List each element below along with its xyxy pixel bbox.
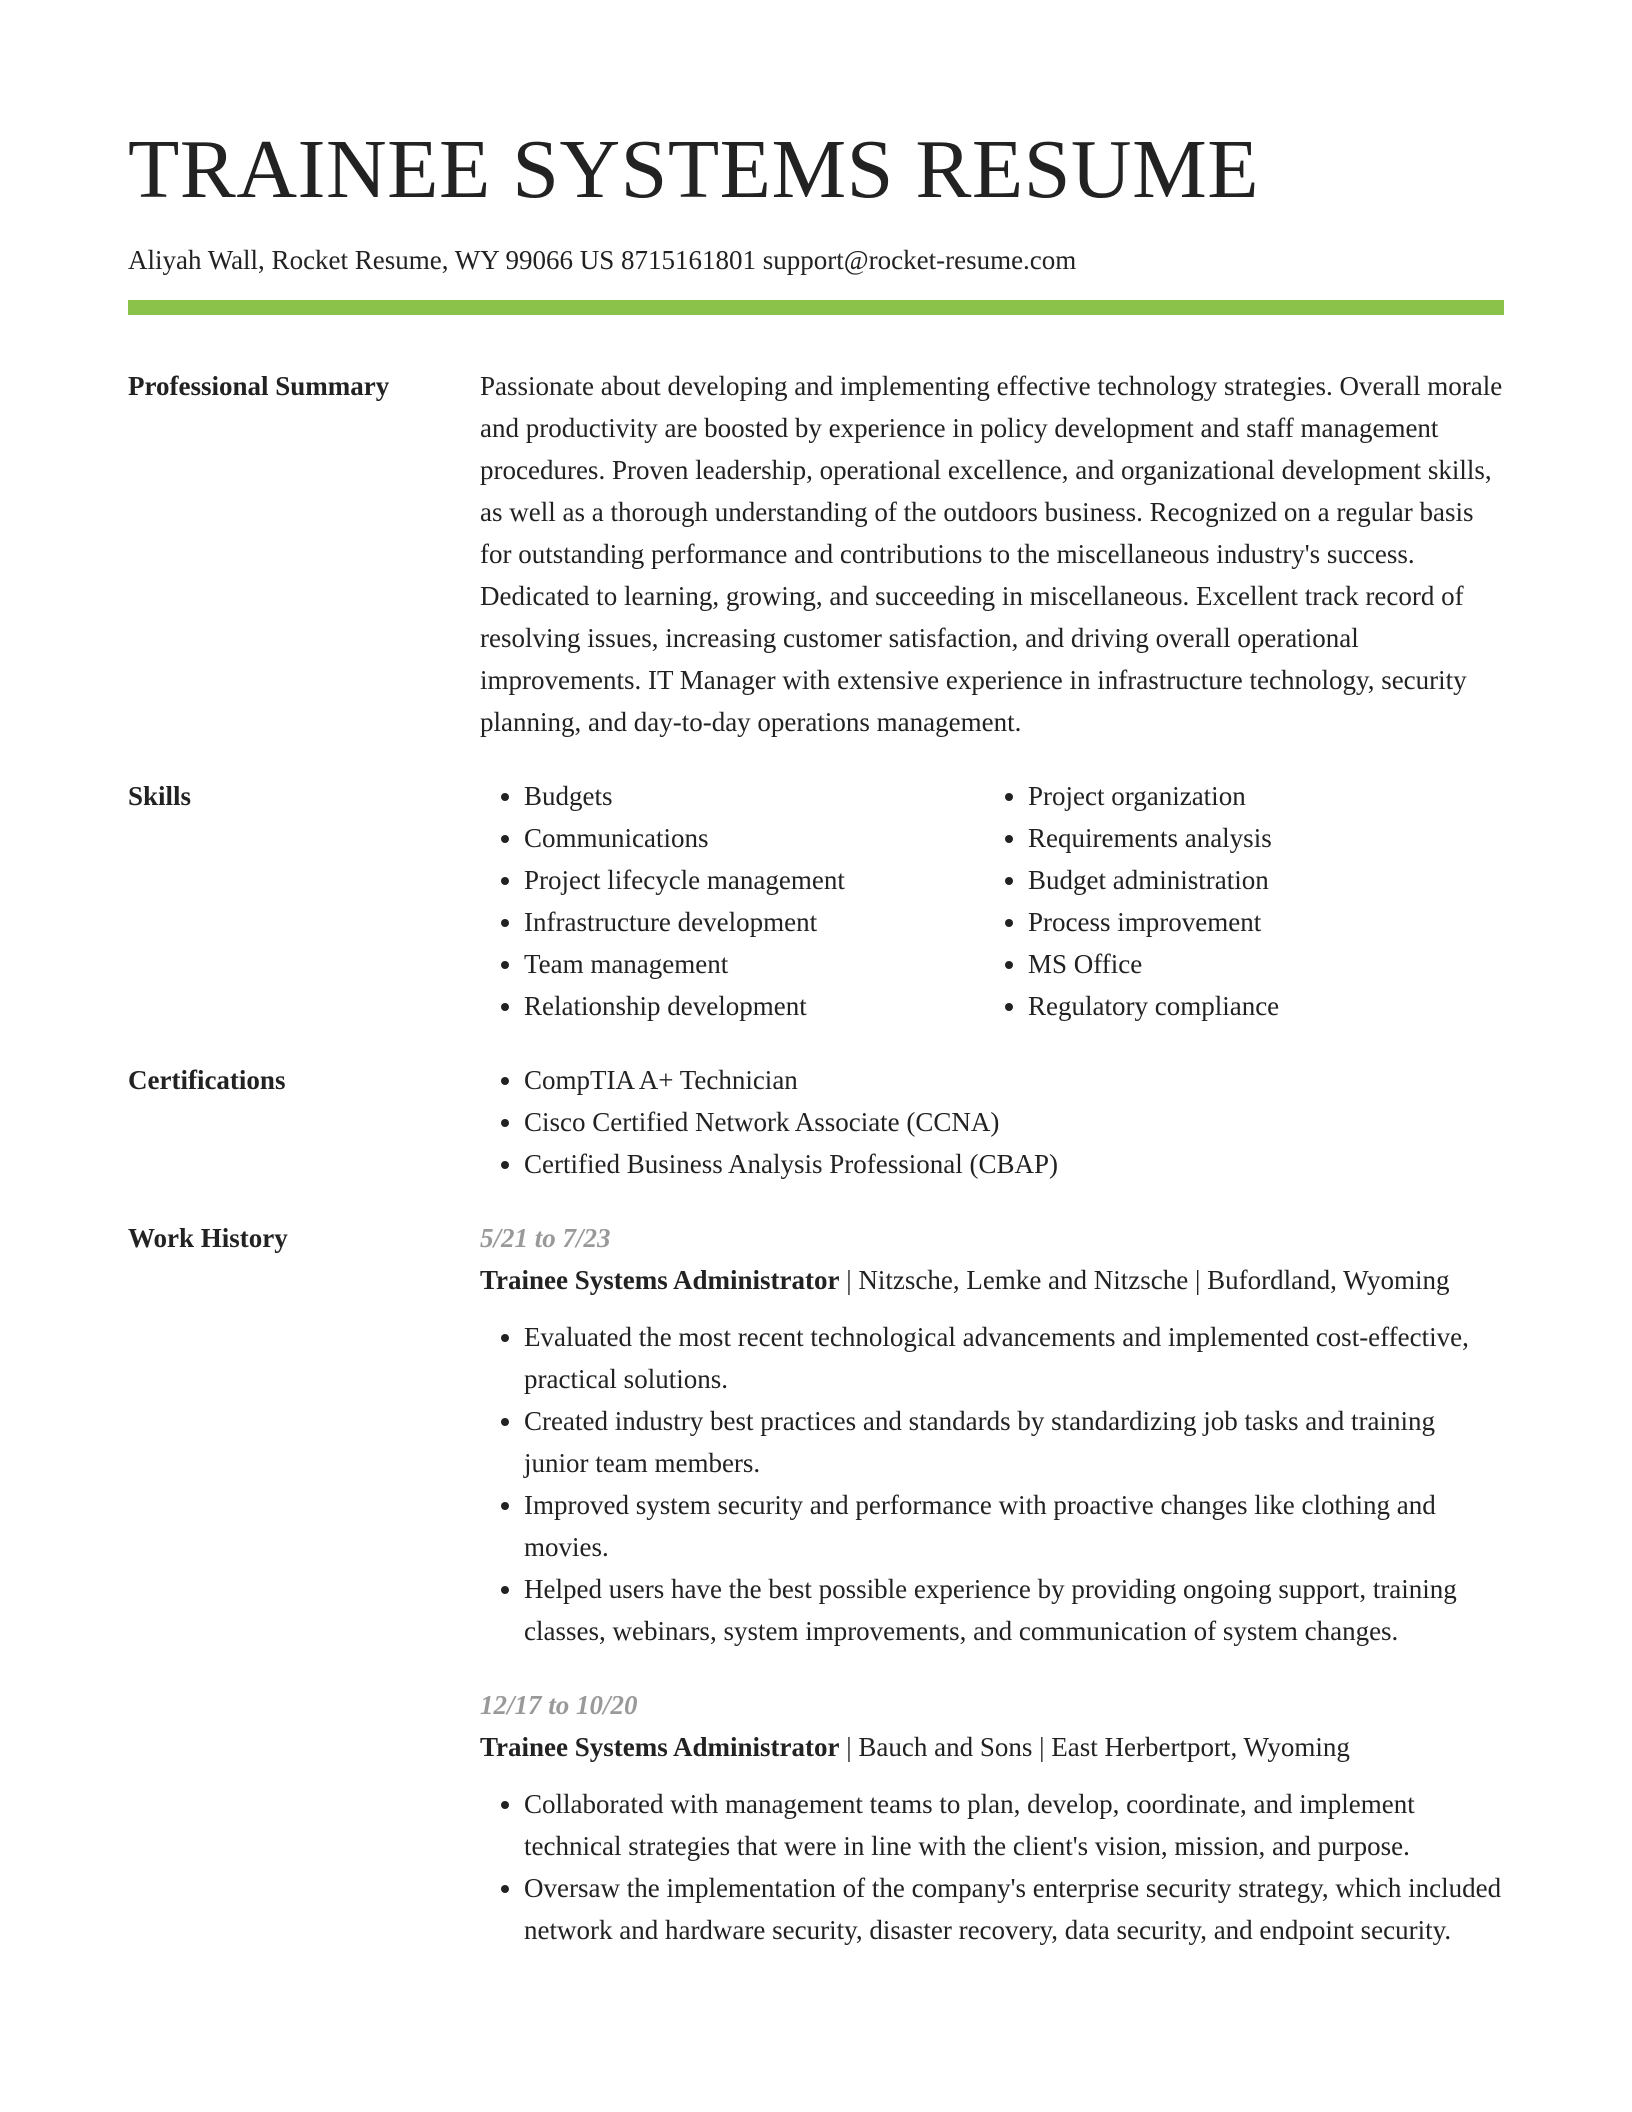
skills-grid <box>480 775 1504 1027</box>
job-bullet: • Created industry best practices and standards by standardizing job tasks and training junior team members. <box>524 1400 1504 1484</box>
certification-item: • CompTIA A+ Technician <box>524 1059 1504 1101</box>
job-bullet: • Improved system security and performance with proactive changes like clothing and movies. <box>524 1484 1504 1568</box>
skill-item: • Budget administration <box>1028 859 1488 901</box>
skills-list-right <box>984 775 1488 1027</box>
job-title: Trainee Systems Administrator <box>480 1732 840 1762</box>
job-dates: 5/21 to 7/23 <box>480 1223 611 1253</box>
job-bullet: • Helped users have the best possible experience by providing ongoing support, training classes, webinars, system improvements, and communication of system changes. <box>524 1568 1504 1652</box>
skill-item: • Project lifecycle management <box>524 859 984 901</box>
job-details: | Nitzsche, Lemke and Nitzsche | Bufordland, Wyoming <box>839 1265 1450 1295</box>
skill-item: • Relationship development <box>524 985 984 1027</box>
section-label-certifications: Certifications <box>128 1065 286 1095</box>
job-bullets <box>480 1783 1504 1951</box>
job-bullet: • Oversaw the implementation of the company's enterprise security strategy, which included network and hardware security, disaster recovery, data security, and endpoint security. <box>524 1867 1504 1951</box>
job-bullet: • Collaborated with management teams to plan, develop, coordinate, and implement technical strategies that were in line with the client's vision, mission, and purpose. <box>524 1783 1504 1867</box>
job-heading <box>480 1259 1504 1301</box>
certification-item: • Certified Business Analysis Professional (CBAP) <box>524 1143 1504 1185</box>
skill-item: • Process improvement <box>1028 901 1488 943</box>
job-dates: 12/17 to 10/20 <box>480 1690 638 1720</box>
job-details: | Bauch and Sons | East Herbertport, Wyoming <box>839 1732 1350 1762</box>
section-label-work-history: Work History <box>128 1223 288 1253</box>
skills-section <box>128 775 1504 1027</box>
certification-item: • Cisco Certified Network Associate (CCNA) <box>524 1101 1504 1143</box>
job-heading <box>480 1726 1504 1768</box>
job-bullets <box>480 1316 1504 1652</box>
certifications-section <box>128 1059 1504 1185</box>
summary-text: Passionate about developing and implementing effective technology strategies. Overall morale and productivity are boosted by experience in policy development and staff management procedures. Proven leadership, operational excellence, and organizational development skills, as well as a thorough understanding of the outdoors business. Recognized on a regular basis for outstanding performance and contributions to the miscellaneous industry's success. Dedicated to learning, growing, and succeeding in miscellaneous. Excellent track record of resolving issues, increasing customer satisfaction, and driving overall operational improvements. IT Manager with extensive experience in infrastructure technology, security planning, and day-to-day operations management. <box>480 371 1503 737</box>
skills-list-left <box>480 775 984 1027</box>
skill-item: • Budgets <box>524 775 984 817</box>
job-bullet: • Evaluated the most recent technological advancements and implemented cost-effective, practical solutions. <box>524 1316 1504 1400</box>
skill-item: • MS Office <box>1028 943 1488 985</box>
skill-item: • Team management <box>524 943 984 985</box>
section-label-skills: Skills <box>128 781 192 811</box>
resume-title: TRAINEE SYSTEMS RESUME <box>128 123 1260 216</box>
work-history-section <box>128 1217 1504 1951</box>
skill-item: • Regulatory compliance <box>1028 985 1488 1027</box>
resume-page <box>128 0 1504 1951</box>
job-entry <box>480 1684 1504 1951</box>
summary-section <box>128 365 1504 743</box>
contact-line: Aliyah Wall, Rocket Resume, WY 99066 US 8715161801 support@rocket-resume.com <box>128 245 1077 275</box>
skill-item: • Communications <box>524 817 984 859</box>
skill-item: • Requirements analysis <box>1028 817 1488 859</box>
accent-rule <box>128 300 1504 315</box>
job-entry <box>480 1217 1504 1652</box>
certifications-list <box>480 1059 1504 1185</box>
section-label-summary: Professional Summary <box>128 371 390 401</box>
skill-item: • Infrastructure development <box>524 901 984 943</box>
skill-item: • Project organization <box>1028 775 1488 817</box>
job-title: Trainee Systems Administrator <box>480 1265 840 1295</box>
